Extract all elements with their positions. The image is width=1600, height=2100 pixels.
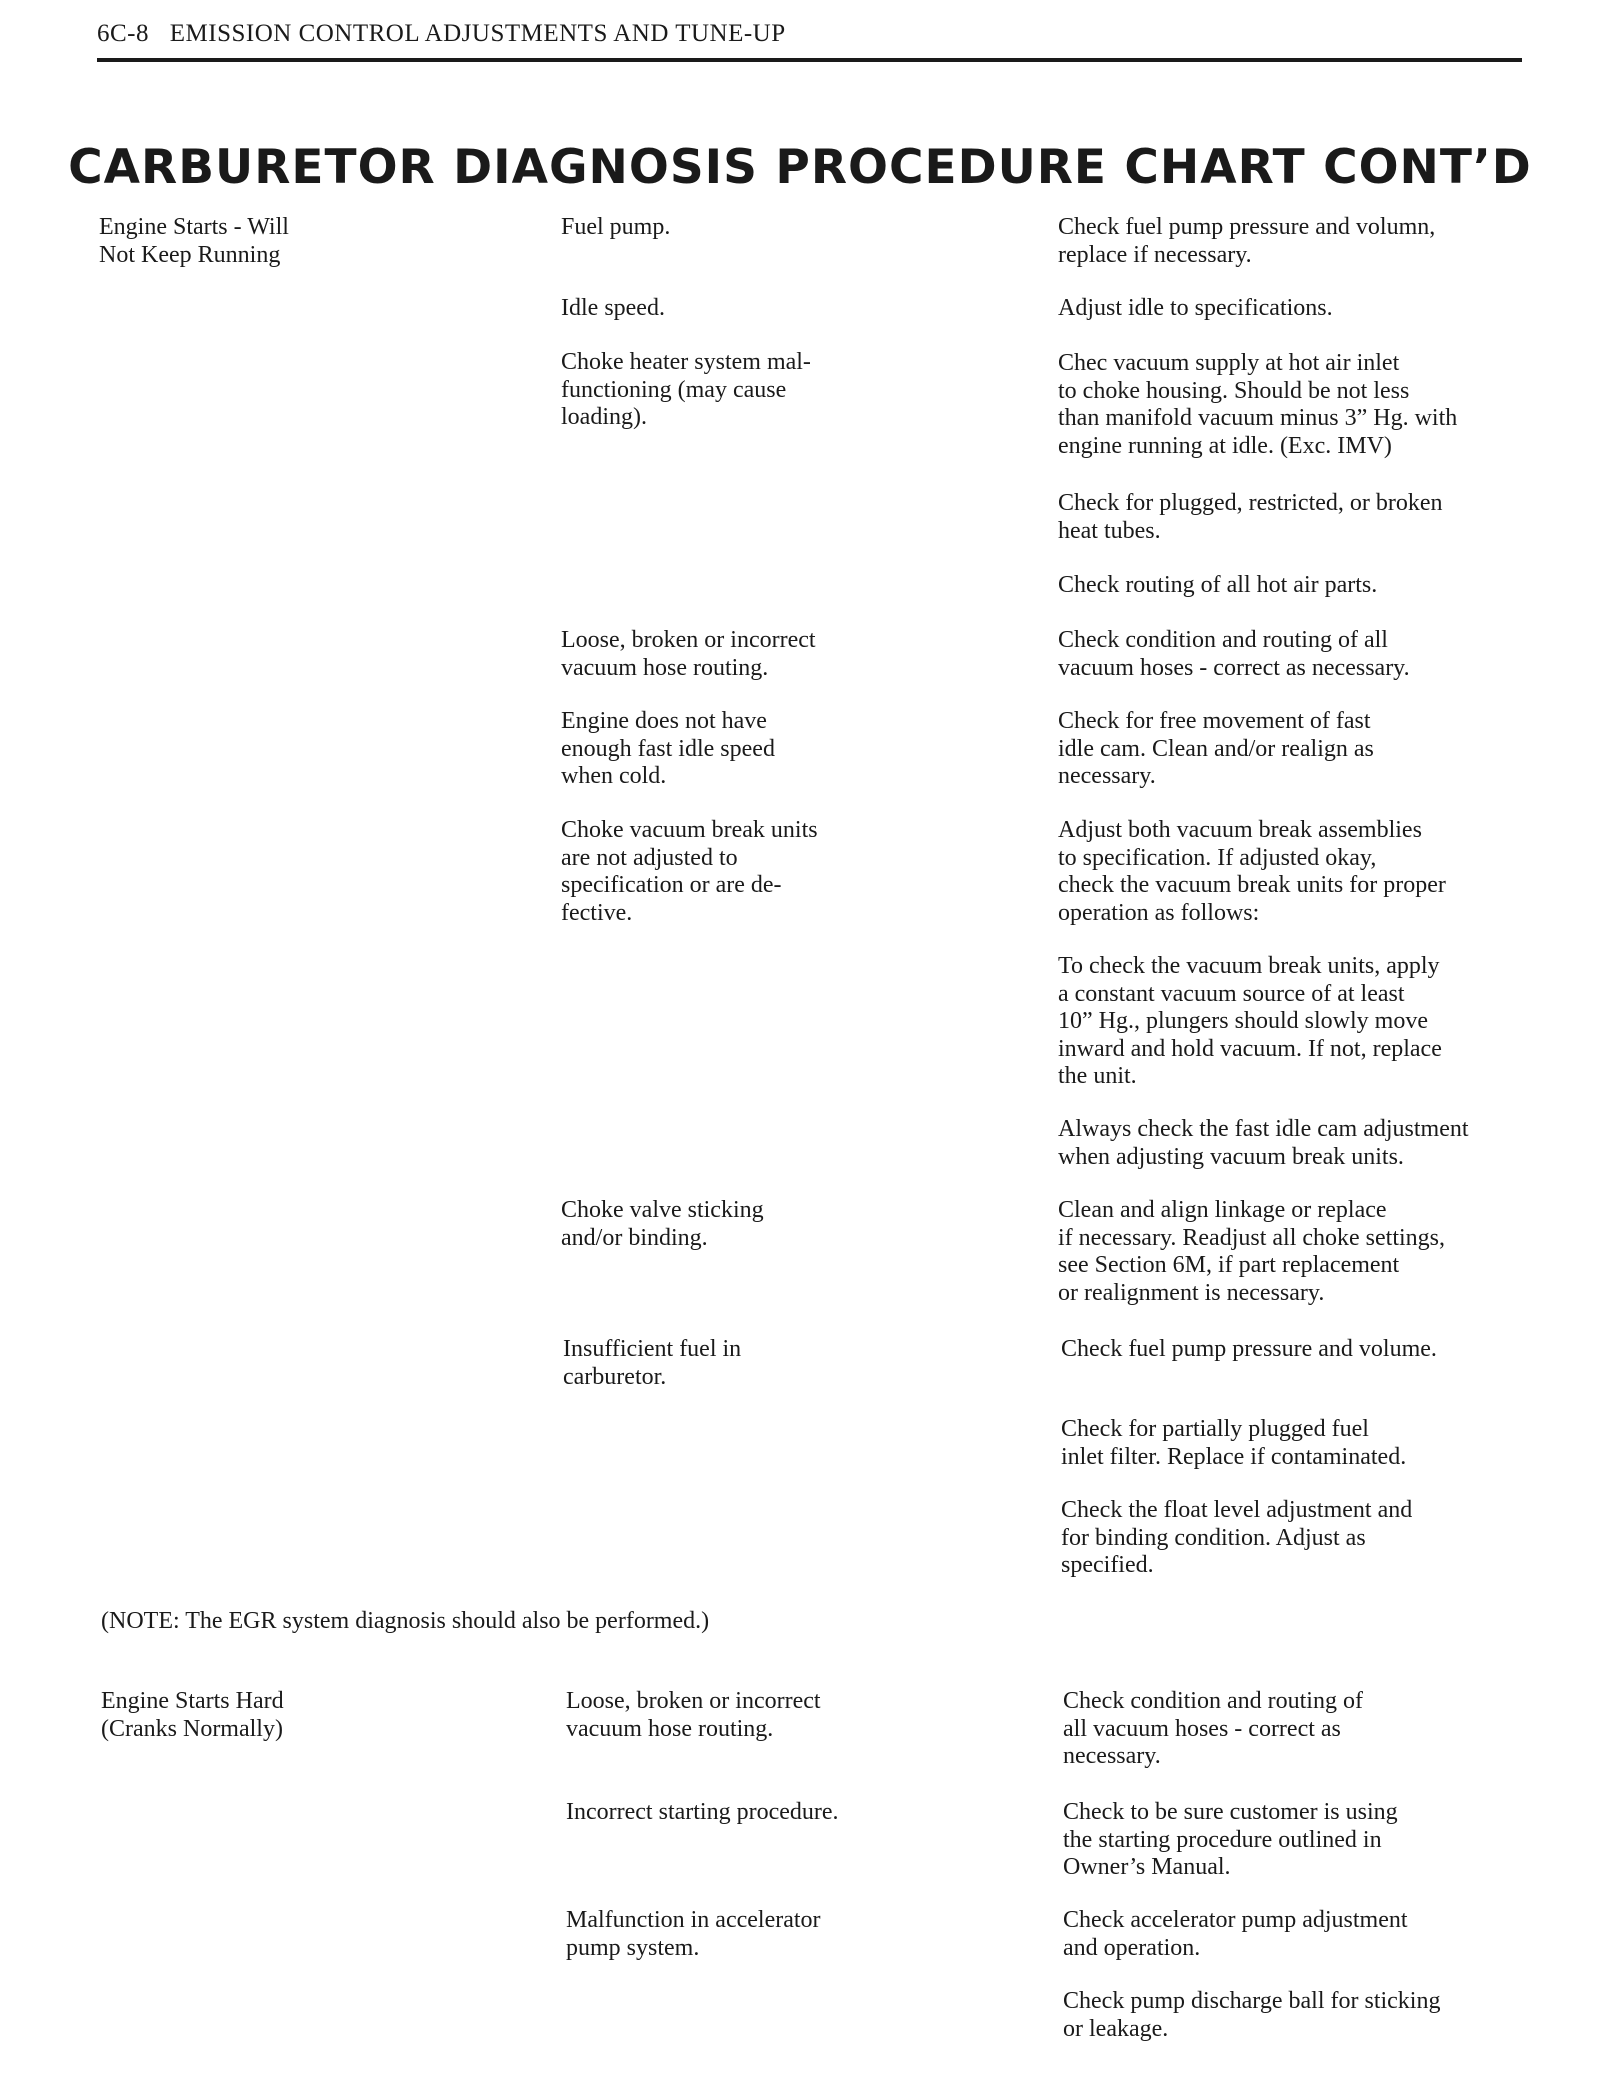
page-title: CARBURETOR DIAGNOSIS PROCEDURE CHART CONT’D	[68, 140, 1532, 195]
cause-item: Malfunction in accelerator pump system.	[566, 1907, 821, 1961]
correction-item: Check condition and routing of all vacuum hoses - correct as necessary.	[1058, 627, 1410, 681]
section-title: EMISSION CONTROL ADJUSTMENTS AND TUNE-UP	[169, 20, 786, 47]
page-header	[97, 20, 1522, 56]
correction-item: Check for partially plugged fuel inlet filter. Replace if contaminated.	[1061, 1416, 1407, 1470]
correction-item: Check pump discharge ball for sticking or leakage.	[1063, 1988, 1441, 2042]
cause-item: Choke heater system mal- functioning (may cause loading).	[561, 349, 811, 430]
cause-item: Insufficient fuel in carburetor.	[563, 1336, 742, 1390]
cause-item: Choke valve sticking and/or binding.	[561, 1197, 764, 1251]
cause-item: Fuel pump.	[561, 214, 671, 240]
cause-item: Incorrect starting procedure.	[566, 1799, 839, 1825]
condition-label: Engine Starts - Will Not Keep Running	[99, 214, 289, 268]
correction-item: Adjust both vacuum break assemblies to specification. If adjusted okay, check the vacuum break units for proper operation as follows:	[1058, 817, 1446, 926]
correction-item: Check for free movement of fast idle cam. Clean and/or realign as necessary.	[1058, 708, 1374, 789]
correction-item: Check fuel pump pressure and volumn, replace if necessary.	[1058, 214, 1436, 268]
condition-label: Engine Starts Hard (Cranks Normally)	[101, 1688, 284, 1742]
correction-item: Always check the fast idle cam adjustment when adjusting vacuum break units.	[1058, 1116, 1469, 1170]
correction-item: Check to be sure customer is using the starting procedure outlined in Owner’s Manual.	[1063, 1799, 1398, 1880]
cause-item: Choke vacuum break units are not adjusted to specification or are de- fective.	[561, 817, 818, 926]
note: (NOTE: The EGR system diagnosis should also be performed.)	[101, 1608, 710, 1634]
page-number: 6C-8	[97, 20, 149, 47]
cause-item: Idle speed.	[561, 295, 665, 321]
correction-item: Chec vacuum supply at hot air inlet to choke housing. Should be not less than manifold vacuum minus 3” Hg. with engine running at idle. (Exc. IMV)	[1058, 350, 1458, 459]
correction-item: Adjust idle to specifications.	[1058, 295, 1333, 321]
correction-item: Check fuel pump pressure and volume.	[1061, 1336, 1437, 1362]
correction-item: Check accelerator pump adjustment and operation.	[1063, 1907, 1408, 1961]
correction-item: Check for plugged, restricted, or broken heat tubes.	[1058, 490, 1443, 544]
correction-item: Clean and align linkage or replace if necessary. Readjust all choke settings, see Section 6M, if part replacement or realignment is necessary.	[1058, 1197, 1445, 1306]
cause-item: Loose, broken or incorrect vacuum hose routing.	[566, 1688, 821, 1742]
correction-item: To check the vacuum break units, apply a constant vacuum source of at least 10” Hg., plungers should slowly move inward and hold vacuum. If not, replace the unit.	[1058, 953, 1442, 1089]
correction-item: Check condition and routing of all vacuum hoses - correct as necessary.	[1063, 1688, 1363, 1769]
correction-item: Check routing of all hot air parts.	[1058, 572, 1378, 598]
cause-item: Engine does not have enough fast idle speed when cold.	[561, 708, 775, 789]
correction-item: Check the float level adjustment and for binding condition. Adjust as specified.	[1061, 1497, 1413, 1578]
cause-item: Loose, broken or incorrect vacuum hose routing.	[561, 627, 816, 681]
header-rule	[97, 58, 1522, 62]
